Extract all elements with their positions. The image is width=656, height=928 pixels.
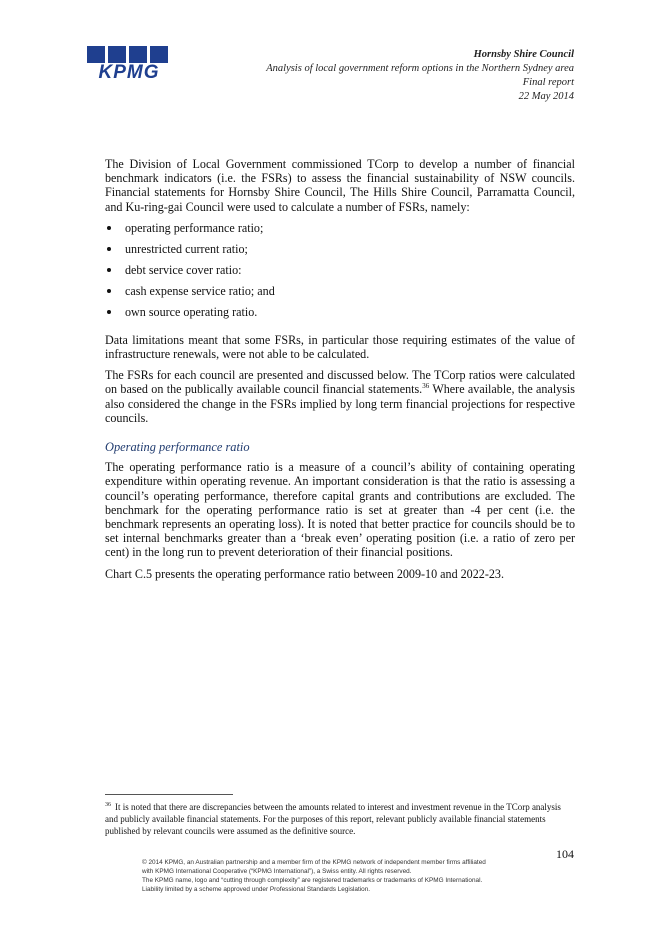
- legal-notice: [142, 858, 542, 894]
- list-item-text: own source operating ratio.: [125, 304, 258, 319]
- list-item: [105, 242, 575, 263]
- header-date: 22 May 2014: [518, 91, 574, 102]
- header-subtitle: Analysis of local government reform options in the Northern Sydney area: [266, 63, 574, 74]
- chart-reference-paragraph: Chart C.5 presents the operating performance ratio between 2009-10 and 2022-23.: [105, 566, 504, 581]
- list-item-text: debt service cover ratio:: [125, 262, 242, 277]
- legal-line: with KPMG International Cooperative (“KPMG International”), a Swiss entity. All rights reserved.: [142, 868, 412, 875]
- bullet-icon: [107, 289, 111, 293]
- fsr-list: [105, 221, 575, 326]
- bullet-icon: [107, 310, 111, 314]
- fsr-paragraph: [105, 368, 575, 425]
- fsr-text-b: Where available, the analysis also considered the change in the FSRs implied by long term financial projections for respective councils.: [105, 382, 575, 425]
- legal-line: Liability limited by a scheme approved under Professional Standards Legislation.: [142, 886, 371, 893]
- list-item: [105, 221, 575, 242]
- footnote-ref: 36: [422, 382, 430, 391]
- list-item-text: unrestricted current ratio;: [125, 241, 248, 256]
- legal-line: The KPMG name, logo and “cutting through complexity” are registered trademarks or trademarks of KPMG International.: [142, 877, 483, 884]
- intro-paragraph: The Division of Local Government commissioned TCorp to develop a number of financial benchmark indicators (i.e. the FSRs) to assess the financial sustainability of NSW councils. Financial statements for Hornsby Shire Council, The Hills Shire Council, Parramatta Council, and Ku-ring-gai Council were used to calculate a number of FSRs, namely:: [105, 157, 575, 214]
- svg-text:KPMG: KPMG: [98, 62, 160, 80]
- opr-paragraph: The operating performance ratio is a measure of a council’s ability of containing operating expenditure within operating revenue. An important consideration is that the ratio is assessing a council’s operating performance, therefore capital grants and contributions are excluded. The benchmark for the operating performance ratio is set at greater than -4 per cent (i.e. the benchmark represents an operating loss). It is noted that better practice for councils should be to set internal benchmarks greater than a ‘break even’ operating position (i.e. a ratio of zero per cent) in the long run to prevent deterioration of their financial positions.: [105, 460, 575, 560]
- document-header: [266, 48, 574, 104]
- list-item: [105, 284, 575, 305]
- kpmg-logo: [86, 46, 172, 80]
- list-item: [105, 263, 575, 284]
- limitations-paragraph: Data limitations meant that some FSRs, in particular those requiring estimates of the value of infrastructure renewals, were not able to be calculated.: [105, 332, 575, 362]
- footnote-text: It is noted that there are discrepancies between the amounts related to interest and investment revenue in the TCorp analysis and publicly available financial statements. For the purposes of this report, relevant publicly available financial statements published by relevant councils were assumed as the definitive source.: [105, 802, 561, 836]
- bullet-icon: [107, 247, 111, 251]
- footnote: [105, 799, 575, 837]
- kpmg-logo-graphic: [86, 46, 172, 80]
- document-body: [105, 157, 575, 588]
- header-doc-type: Final report: [522, 77, 574, 88]
- page-number: 104: [556, 847, 574, 861]
- list-item-text: cash expense service ratio; and: [125, 283, 275, 298]
- list-item-text: operating performance ratio;: [125, 220, 264, 235]
- fsr-text-a: The FSRs for each council are presented and discussed below. The TCorp ratios were calculated on based on the publically available council financial statements.: [105, 368, 575, 397]
- section-heading: Operating performance ratio: [105, 440, 250, 455]
- legal-line: © 2014 KPMG, an Australian partnership and a member firm of the KPMG network of independent member firms affiliated: [142, 859, 486, 866]
- bullet-icon: [107, 226, 111, 230]
- bullet-icon: [107, 268, 111, 272]
- header-organization: Hornsby Shire Council: [473, 49, 574, 60]
- footnote-number: 36: [105, 802, 111, 808]
- footnote-divider: [105, 794, 233, 795]
- list-item: [105, 305, 575, 326]
